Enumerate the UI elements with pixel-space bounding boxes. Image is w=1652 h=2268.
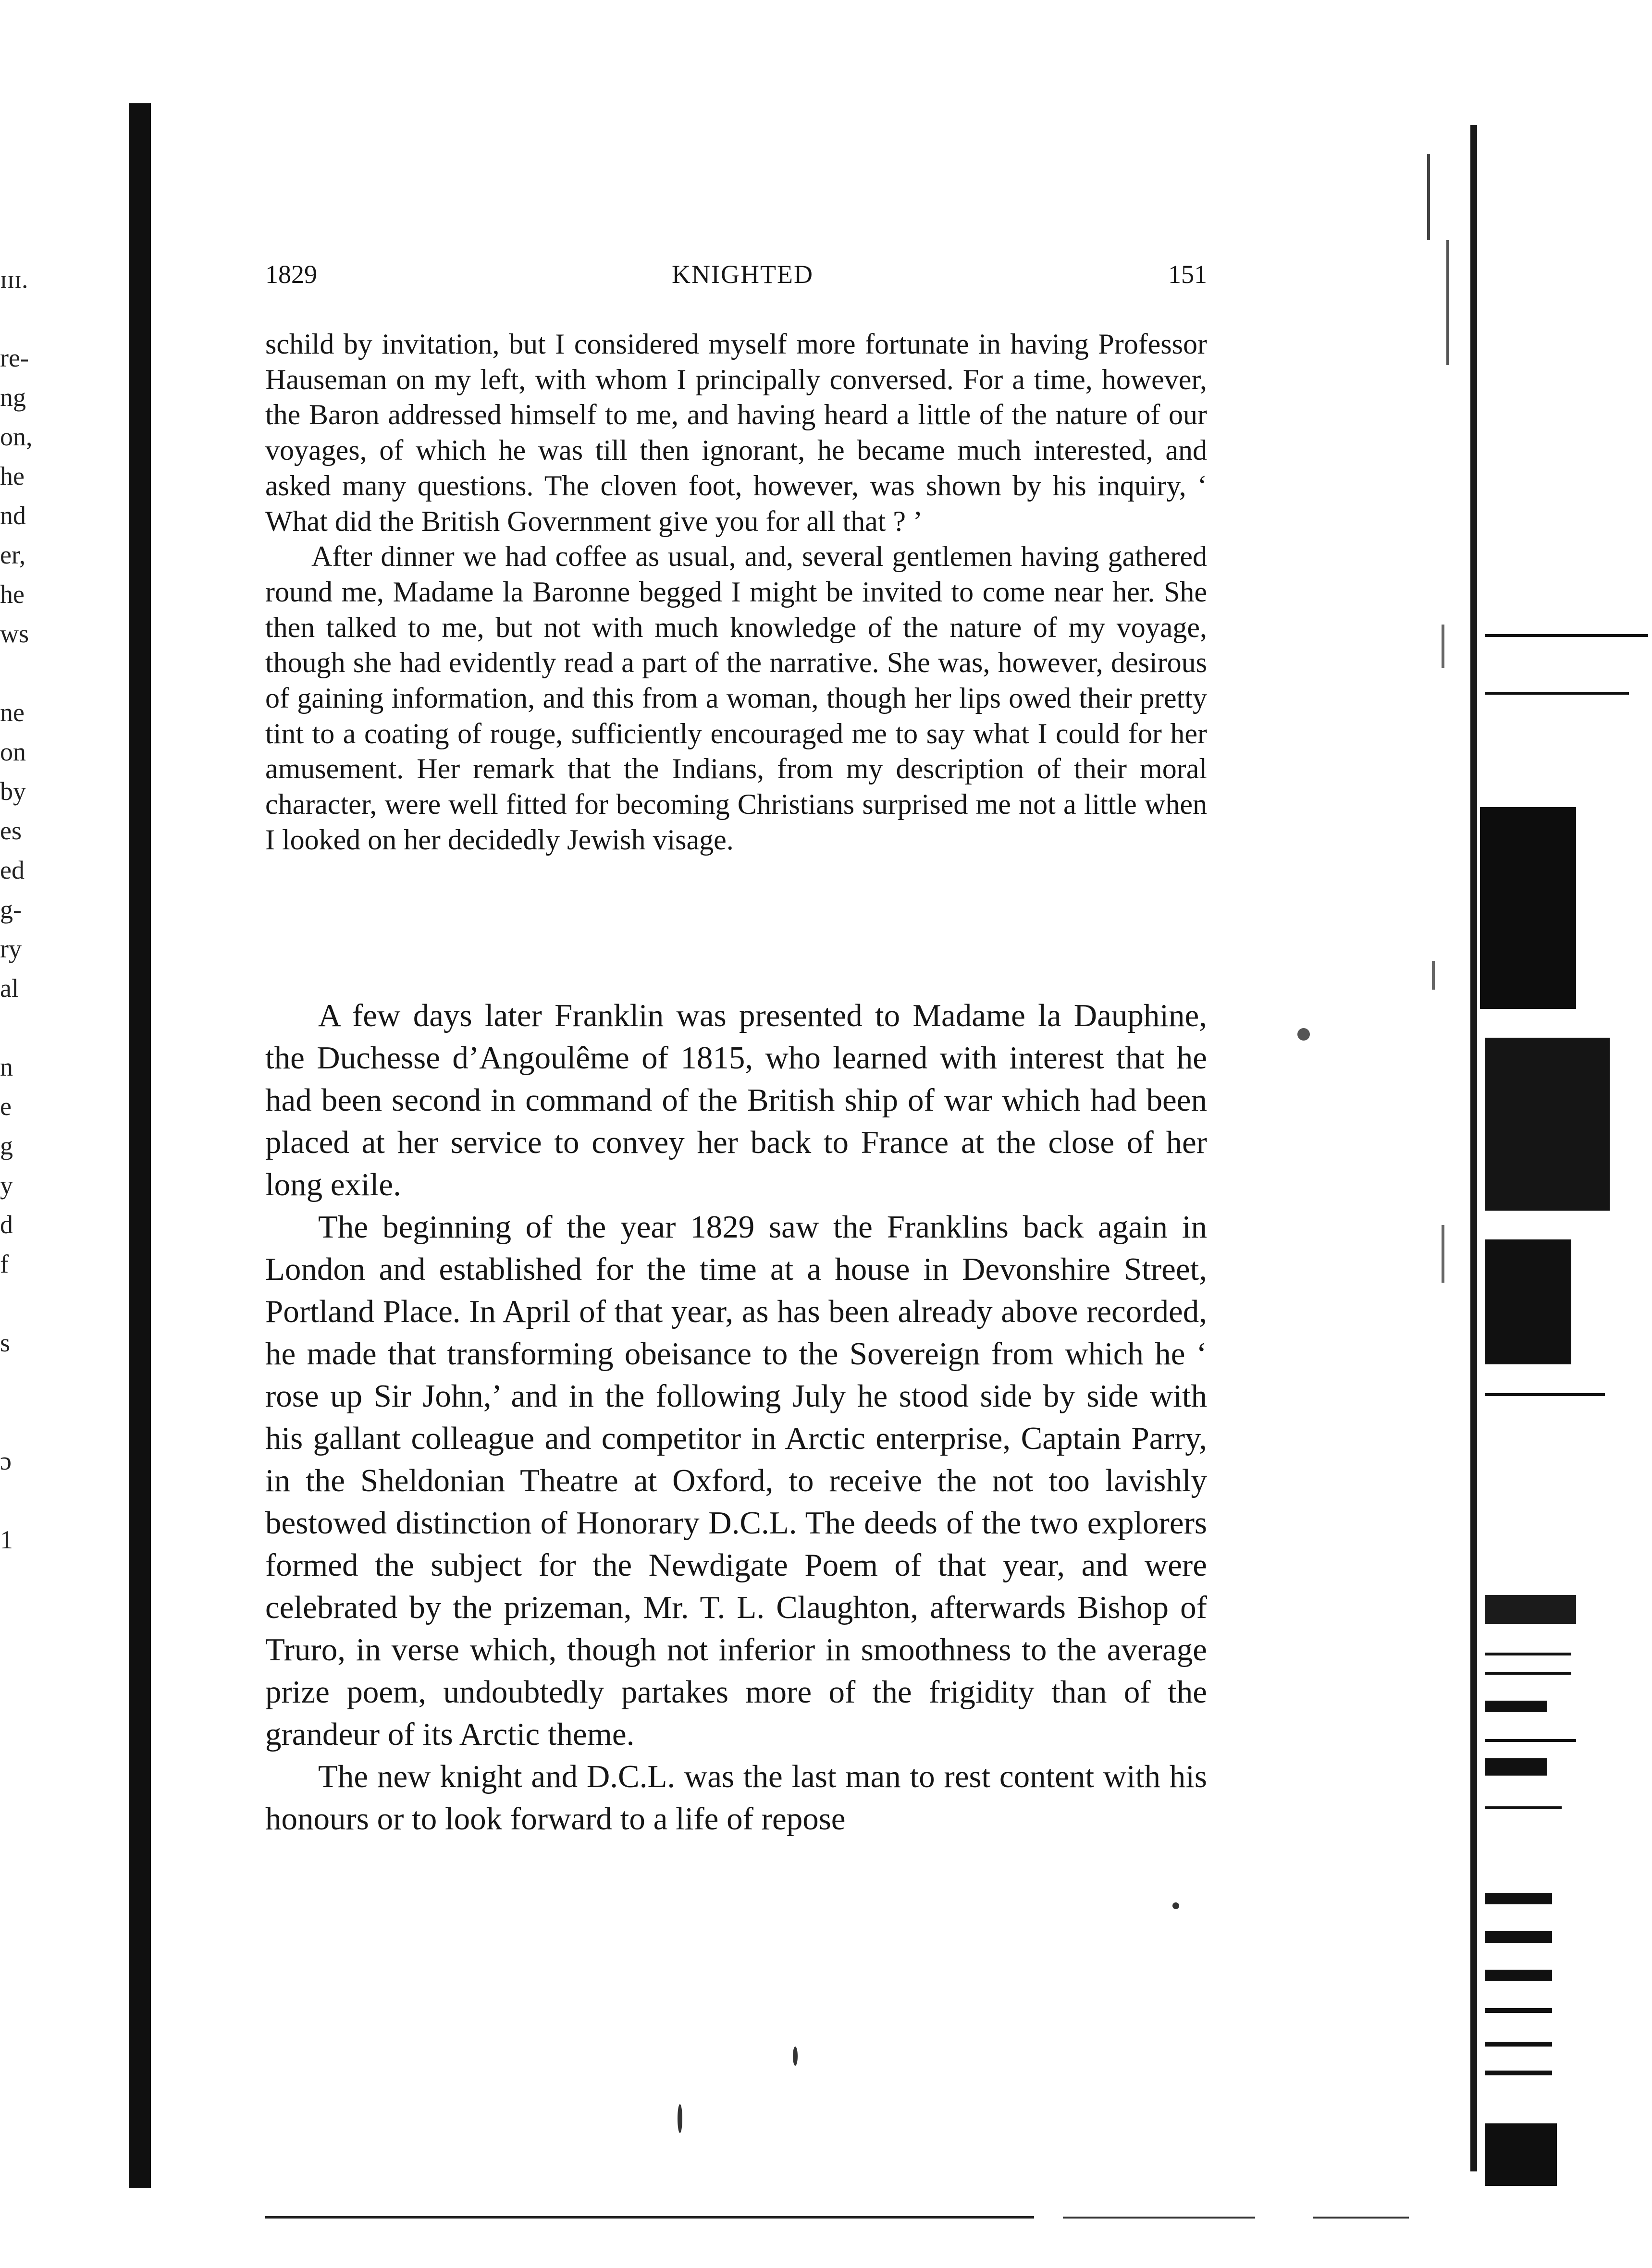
margin-fragment: ne: [0, 698, 25, 727]
bottom-edge-graphic: [265, 2215, 1409, 2220]
ink-speck: [1297, 1028, 1310, 1041]
margin-fragment: es: [0, 816, 22, 845]
body-text: [265, 994, 1207, 1840]
margin-fragment: d: [0, 1210, 13, 1239]
margin-fragment: f: [0, 1250, 9, 1278]
margin-fragment: [0, 653, 96, 693]
margin-fragment: [0, 1284, 96, 1323]
margin-fragment: y: [0, 1171, 13, 1200]
quote-paragraph: After dinner we had coffee as usual, and, several gentlemen having gathered round me, Madame la Baronne begged I might be invited to come near her. She then talked to me, but not with much knowledge of the nature of my voyage, though she had evidently read a part of the narrative. She was, however, desirous of gaining information, and this from a woman, though her lips owed their pretty tint to a coating of rouge, sufficiently encouraged me to say what I could for her amusement. Her remark that the Indians, from my description of their moral character, were well fitted for becoming Christians surprised me not a little when I looked on her decidedly Jewish visage.: [265, 540, 1207, 856]
book-spine-shadow: [129, 103, 151, 2188]
scan-edge-noise: [1413, 96, 1652, 2200]
body-paragraph: A few days later Franklin was presented to Madame la Dauphine, the Duchesse d’Angoulême of 1815, who learned with interest that he had been second in command of the British ship of war which had been placed at her service to convey her back to France at the close of her long exile.: [265, 998, 1207, 1202]
margin-fragment: g-: [0, 895, 22, 924]
scan-edge-graphic: [1413, 96, 1652, 2200]
margin-fragment: he: [0, 462, 25, 490]
margin-fragment: by: [0, 777, 26, 806]
margin-fragment: [0, 1481, 96, 1520]
adjacent-page-fragments: [0, 259, 96, 1559]
margin-fragment: ng: [0, 383, 26, 412]
margin-fragment: er,: [0, 540, 26, 569]
header-title: KNIGHTED: [672, 260, 814, 289]
margin-fragment: [0, 1402, 96, 1441]
margin-fragment: nd: [0, 501, 26, 530]
margin-fragment: ed: [0, 856, 25, 884]
bottom-edge-rule: [265, 2214, 1409, 2219]
margin-fragment: ɔ: [0, 1447, 12, 1475]
margin-fragment: [0, 299, 96, 338]
margin-fragment: g: [0, 1131, 13, 1160]
margin-fragment: s: [0, 1328, 11, 1357]
margin-fragment: [0, 1008, 96, 1047]
body-paragraph: The beginning of the year 1829 saw the Franklins back again in London and established for the time at a house in Devonshire Street, Portland Place. In April of that year, as has been already above recorded, he made that transforming obeisance to the Sovereign from which he ‘ rose up Sir John,’ and in the following July he stood side by side with his gallant colleague and competitor in Arctic enterprise, Captain Parry, in the Sheldonian Theatre at Oxford, to receive the not too lavishly bestowed distinction of Honorary D.C.L. The deeds of the two explorers formed the subject for the Newdigate Poem of that year, and were celebrated by the prizeman, Mr. T. L. Claughton, afterwards Bishop of Truro, in verse which, though not inferior in smoothness to the average prize poem, undoubtedly partakes more of the frigidity than of the grandeur of its Arctic theme.: [265, 1209, 1207, 1752]
margin-fragment: 1: [0, 1525, 13, 1554]
margin-fragment: re-: [0, 343, 29, 372]
ink-speck: [678, 2104, 682, 2133]
margin-fragment: e: [0, 1092, 12, 1121]
margin-fragment: [0, 1362, 96, 1402]
margin-fragment: n: [0, 1053, 13, 1081]
ink-speck: [1172, 1902, 1179, 1909]
margin-fragment: ry: [0, 934, 22, 963]
header-year: 1829: [265, 260, 317, 289]
margin-fragment: ws: [0, 619, 29, 648]
margin-fragment: on: [0, 737, 26, 766]
margin-fragment: al: [0, 974, 19, 1003]
running-header: [265, 259, 1207, 289]
margin-fragment: on,: [0, 422, 33, 451]
page-number: 151: [1168, 260, 1207, 289]
margin-fragment: ɪɪɪ.: [0, 265, 28, 294]
body-paragraph: The new knight and D.C.L. was the last man to rest content with his honours or to look forward to a life of repose: [265, 1759, 1207, 1837]
quoted-journal-excerpt: [265, 327, 1207, 858]
margin-fragment: he: [0, 580, 25, 609]
ink-speck: [793, 2047, 798, 2066]
quote-paragraph: schild by invitation, but I considered myself more fortunate in having Professor Hauseman on my left, with whom I principally conversed. For a time, however, the Baron addressed himself to me, and having heard a little of the nature of our voyages, of which he was till then ignorant, he became much interested, and asked many questions. The cloven foot, however, was shown by his inquiry, ‘ What did the British Government give you for all that ? ’: [265, 328, 1207, 537]
